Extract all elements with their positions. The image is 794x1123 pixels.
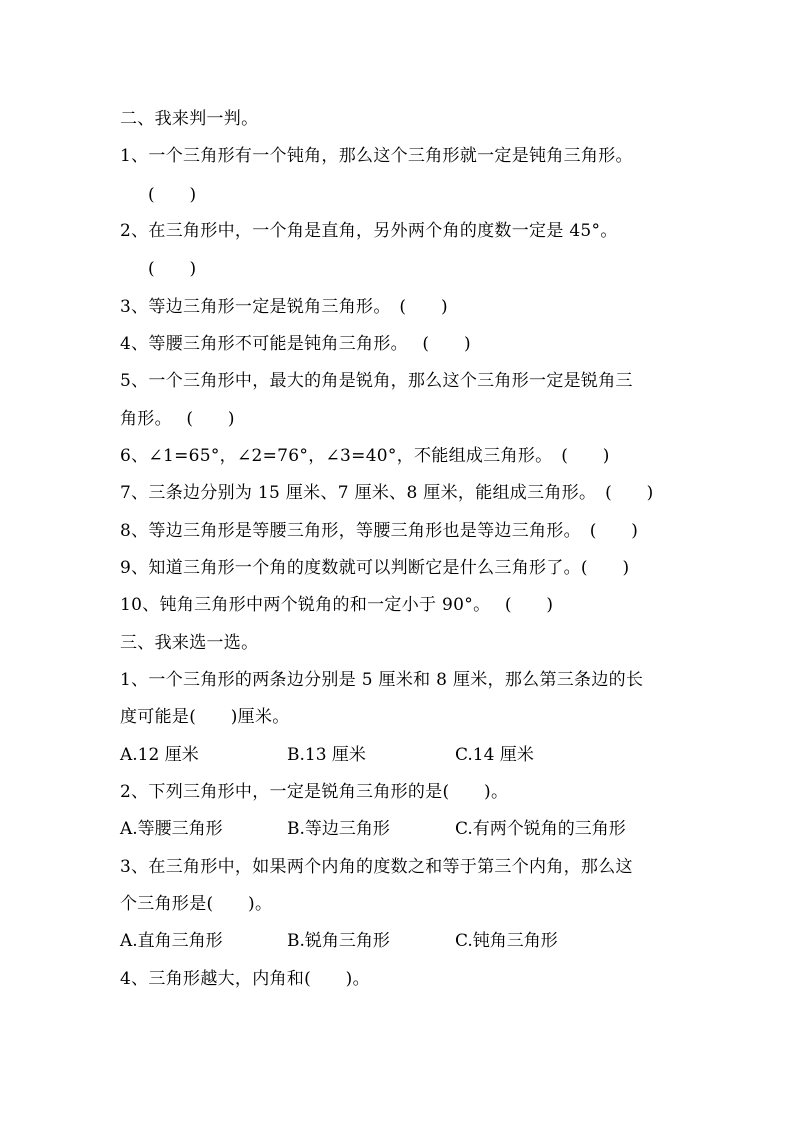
choice-q3: 3、在三角形中，如果两个内角的度数之和等于第三个内角，那么这 [120, 857, 633, 877]
choice-q1-option-b: B.13 厘米 [287, 745, 366, 765]
choice-q1-cont: 度可能是( )厘米。 [120, 707, 290, 727]
judge-item-5: 5、一个三角形中，最大的角是锐角，那么这个三角形一定是锐角三 [120, 371, 633, 391]
section-heading-judge: 二、我来判一判。 [120, 109, 259, 129]
judge-item-3: 3、等边三角形一定是锐角三角形。 ( ) [120, 297, 448, 317]
judge-item-7: 7、三条边分别为 15 厘米、7 厘米、8 厘米，能组成三角形。 ( ) [120, 483, 654, 503]
section-heading-choose: 三、我来选一选。 [120, 633, 259, 653]
judge-item-2: 2、在三角形中，一个角是直角，另外两个角的度数一定是 45°。 [120, 221, 618, 241]
choice-q1-option-a: A.12 厘米 [120, 745, 199, 765]
choice-q1: 1、一个三角形的两条边分别是 5 厘米和 8 厘米，那么第三条边的长 [120, 670, 644, 690]
judge-item-6: 6、∠1=65°，∠2=76°，∠3=40°，不能组成三角形。 ( ) [120, 446, 610, 466]
choice-q2: 2、下列三角形中，一定是锐角三角形的是( )。 [120, 782, 509, 802]
choice-q3-option-a: A.直角三角形 [120, 931, 223, 951]
choice-q3-option-c: C.钝角三角形 [455, 931, 558, 951]
choice-q1-option-c: C.14 厘米 [455, 745, 534, 765]
choice-q2-option-a: A.等腰三角形 [120, 819, 223, 839]
judge-item-4: 4、等腰三角形不可能是钝角三角形。 ( ) [120, 334, 471, 354]
judge-item-1-blank: ( ) [148, 185, 197, 205]
judge-item-5-cont: 角形。 ( ) [120, 409, 235, 429]
choice-q2-option-c: C.有两个锐角的三角形 [455, 819, 626, 839]
choice-q2-option-b: B.等边三角形 [287, 819, 390, 839]
choice-q4: 4、三角形越大，内角和( )。 [120, 969, 370, 989]
judge-item-8: 8、等边三角形是等腰三角形，等腰三角形也是等边三角形。 ( ) [120, 521, 639, 541]
choice-q3-cont: 个三角形是( )。 [120, 894, 273, 914]
judge-item-2-blank: ( ) [148, 259, 197, 279]
judge-item-9: 9、知道三角形一个角的度数就可以判断它是什么三角形了。( ) [120, 558, 630, 578]
choice-q3-option-b: B.锐角三角形 [287, 931, 390, 951]
judge-item-10: 10、钝角三角形中两个锐角的和一定小于 90°。 ( ) [120, 595, 554, 615]
judge-item-1: 1、一个三角形有一个钝角，那么这个三角形就一定是钝角三角形。 [120, 146, 633, 166]
